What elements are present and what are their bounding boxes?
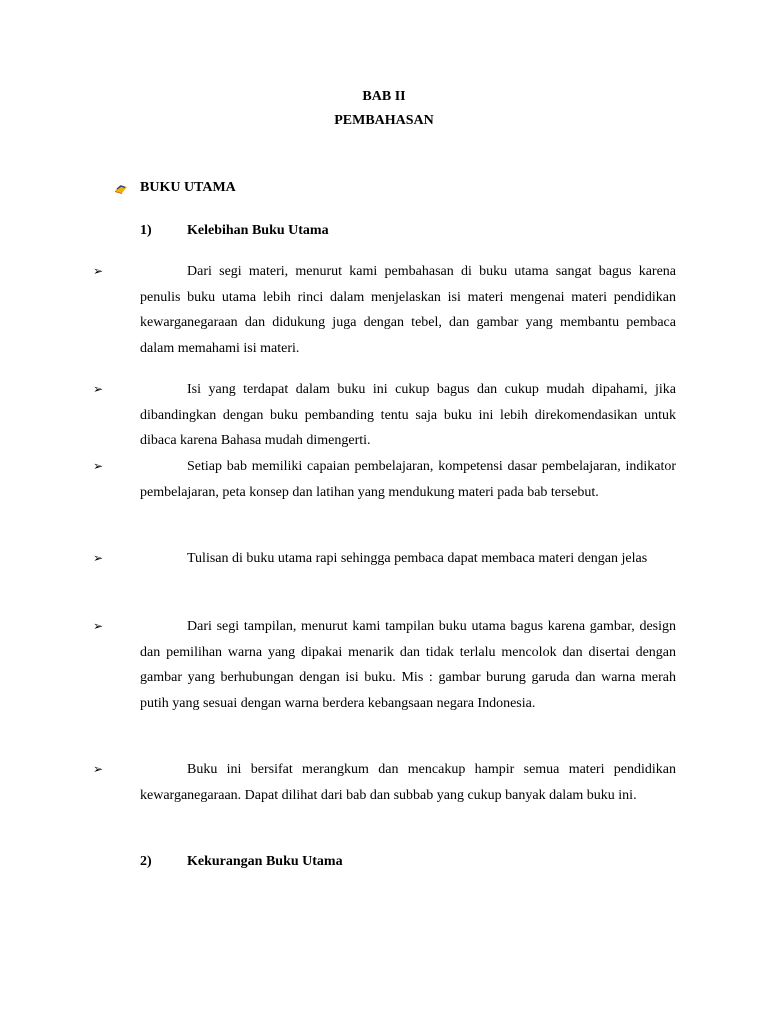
arrow-bullet-icon: ➢ xyxy=(93,382,104,396)
list-item-text: Dari segi materi, menurut kami pembahasan di buku utama sangat bagus karena penulis buku utama lebih rinci dalam menjelaskan isi materi mengenai materi pendidikan kewarganegaraan dan didukung juga dengan tebel, dan gambar yang membantu pembaca dalam memahami isi materi. xyxy=(140,264,676,356)
arrow-bullet-icon: ➢ xyxy=(93,762,104,776)
subsection-number: 1) xyxy=(140,223,152,238)
list-item xyxy=(93,614,676,716)
list-item xyxy=(93,259,676,361)
subsection-title: Kelebihan Buku Utama xyxy=(187,223,329,238)
subsection-number: 2) xyxy=(140,854,152,869)
chapter-subtitle: PEMBAHASAN xyxy=(334,113,434,128)
list-item-text: Tulisan di buku utama rapi sehingga pembaca dapat membaca materi dengan jelas xyxy=(187,551,648,566)
list-item xyxy=(93,454,676,505)
list-item-text: Setiap bab memiliki capaian pembelajaran, kompetensi dasar pembelajaran, indikator pembelajaran, peta konsep dan latihan yang mendukung materi pada bab tersebut. xyxy=(140,459,676,500)
section-title: BUKU UTAMA xyxy=(140,180,236,195)
arrow-bullet-icon: ➢ xyxy=(93,459,104,473)
book-bullet-icon xyxy=(114,182,128,194)
list-item xyxy=(93,546,676,572)
arrow-bullet-icon: ➢ xyxy=(93,619,104,633)
chapter-title: BAB II xyxy=(362,89,406,104)
list-item-text: Buku ini bersifat merangkum dan mencakup hampir semua materi pendidikan kewarganegaraan. Dapat dilihat dari bab dan subbab yang cukup banyak dalam buku ini. xyxy=(140,762,676,803)
subsection-title: Kekurangan Buku Utama xyxy=(187,854,343,869)
arrow-bullet-icon: ➢ xyxy=(93,264,104,278)
list-item xyxy=(93,377,676,454)
list-item xyxy=(93,757,676,808)
list-item-text: Dari segi tampilan, menurut kami tampilan buku utama bagus karena gambar, design dan pemilihan warna yang dipakai menarik dan tidak terlalu mencolok dan disertai dengan gambar yang berhubungan dengan isi buku. Mis : gambar burung garuda dan warna merah putih yang sesuai dengan warna berdera kebangsaan negara Indonesia. xyxy=(140,619,676,711)
list-item-text: Isi yang terdapat dalam buku ini cukup bagus dan cukup mudah dipahami, jika dibandingkan dengan buku pembanding tentu saja buku ini lebih direkomendasikan untuk dibaca karena Bahasa mudah dimengerti. xyxy=(140,382,676,448)
arrow-bullet-icon: ➢ xyxy=(93,551,104,565)
